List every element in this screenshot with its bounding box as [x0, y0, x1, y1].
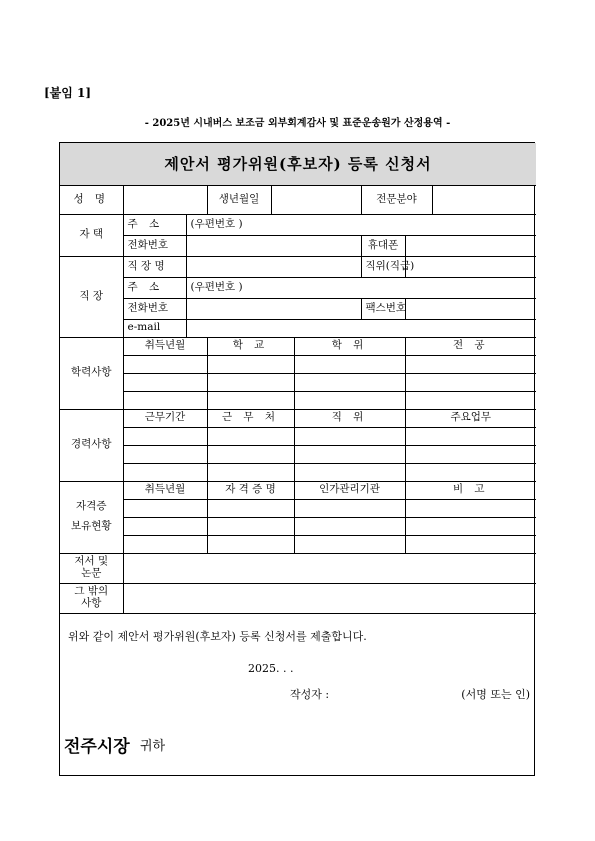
education-row	[60, 391, 536, 409]
work-label: 직 장	[60, 256, 123, 337]
publications-field[interactable]	[123, 553, 536, 583]
career-header: 직 위	[294, 409, 405, 427]
education-row	[60, 355, 536, 373]
position-label: 직위(직급)	[361, 256, 405, 277]
education-header: 학 교	[207, 337, 294, 355]
work-phone-label: 전화번호	[123, 298, 186, 319]
company-field[interactable]	[186, 256, 361, 277]
position-field[interactable]	[405, 256, 536, 277]
publications-label-line1: 저서 및	[74, 555, 109, 568]
education-header: 학 위	[294, 337, 405, 355]
others-field[interactable]	[123, 583, 536, 613]
company-label: 직 장 명	[123, 256, 186, 277]
form-title: 제안서 평가위원(후보자) 등록 신청서	[60, 143, 536, 185]
publications-label	[60, 553, 123, 583]
others-label	[60, 583, 123, 613]
name-field[interactable]	[123, 185, 207, 214]
recipient: 전주시장	[64, 736, 130, 757]
field-label: 전문분야	[361, 185, 432, 214]
career-header: 근무기간	[123, 409, 207, 427]
license-header: 인가관리기관	[294, 481, 405, 499]
subtitle: - 2025년 시내버스 보조금 외부회계감사 및 표준운송원가 산정용역 -	[144, 118, 451, 129]
license-label	[60, 481, 123, 553]
license-label-line2: 보유현황	[70, 520, 112, 532]
home-mobile-label: 휴대폰	[361, 235, 405, 256]
writer-label: 작성자 :	[290, 687, 330, 701]
education-label: 학력사항	[60, 337, 123, 409]
education-row	[60, 373, 536, 391]
home-postcode-hint: (우편번호 )	[190, 217, 243, 230]
name-label: 성 명	[60, 185, 123, 214]
birth-label: 생년월일	[207, 185, 271, 214]
work-postcode-hint: (우편번호 )	[190, 280, 243, 293]
publications-label-line2: 논문	[81, 567, 102, 579]
attachment-label: [붙임 1]	[44, 86, 92, 100]
work-phone-field[interactable]	[186, 298, 361, 319]
form-table	[60, 143, 536, 614]
home-mobile-field[interactable]	[405, 235, 536, 256]
home-address-label: 주 소	[123, 214, 186, 235]
career-header: 근 무 처	[207, 409, 294, 427]
home-label: 자 택	[60, 214, 123, 256]
field-value[interactable]	[432, 185, 536, 214]
others-label-line1: 그 밖의	[74, 585, 109, 598]
others-label-line2: 사항	[81, 597, 102, 609]
career-header: 주요업무	[405, 409, 536, 427]
license-header: 취득년월	[123, 481, 207, 499]
declaration-text: 위와 같이 제안서 평가위원(후보자) 등록 신청서를 제출합니다.	[68, 629, 367, 643]
career-row	[60, 427, 536, 445]
license-row	[60, 499, 536, 517]
application-form	[59, 142, 535, 776]
fax-label: 팩스번호	[361, 298, 405, 319]
birth-field[interactable]	[271, 185, 361, 214]
license-row	[60, 517, 536, 535]
work-address-field[interactable]	[186, 277, 536, 298]
education-header: 전 공	[405, 337, 536, 355]
email-label: e-mail	[123, 319, 186, 337]
home-phone-field[interactable]	[186, 235, 361, 256]
license-row	[60, 535, 536, 553]
career-label: 경력사항	[60, 409, 123, 481]
license-header: 비 고	[405, 481, 536, 499]
date-field[interactable]: 2025. . .	[248, 661, 294, 675]
home-address-field[interactable]	[186, 214, 536, 235]
license-label-line1: 자격증	[76, 500, 107, 513]
career-row	[60, 463, 536, 481]
home-phone-label: 전화번호	[123, 235, 186, 256]
work-address-label: 주 소	[123, 277, 186, 298]
fax-field[interactable]	[405, 298, 536, 319]
regards-text: 귀하	[140, 738, 166, 754]
sign-note: (서명 또는 인)	[461, 687, 530, 701]
form-footer	[60, 614, 534, 778]
career-row	[60, 445, 536, 463]
education-header: 취득년월	[123, 337, 207, 355]
license-header: 자 격 증 명	[207, 481, 294, 499]
email-field[interactable]	[186, 319, 536, 337]
